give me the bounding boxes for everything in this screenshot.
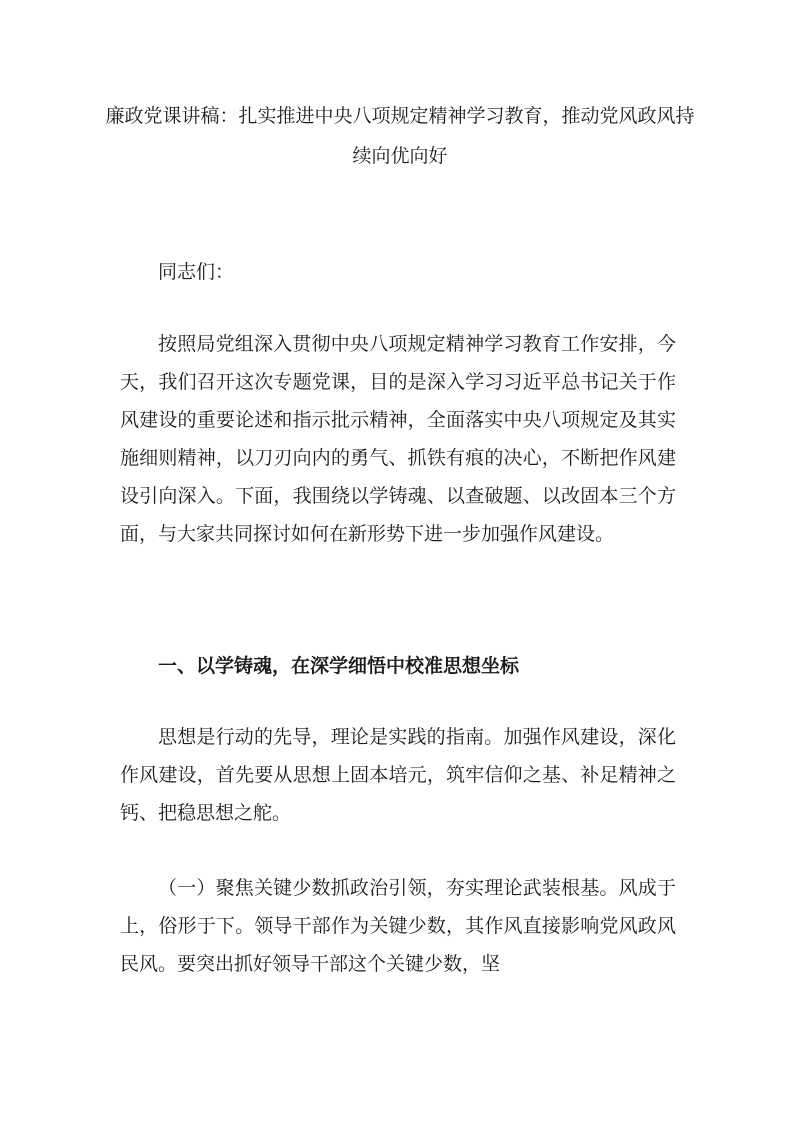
greeting: 同志们：: [158, 261, 235, 283]
paragraph-2: 思想是行动的先导，理论是实践的指南。加强作风建设，深化作风建设，首先要从思想上固本培元，筑牢信仰之基、补足精神之钙、把稳思想之舵。: [120, 726, 676, 824]
paragraph-3: （一）聚焦关键少数抓政治引领，夯实理论武装根基。风成于上，俗形于下。领导干部作为关键少数，其作风直接影响党风政风民风。要突出抓好领导干部这个关键少数，坚: [120, 877, 676, 975]
paragraph-1: 按照局党组深入贯彻中央八项规定精神学习教育工作安排，今天，我们召开这次专题党课，目的是深入学习习近平总书记关于作风建设的重要论述和指示批示精神，全面落实中央八项规定及其实施细则精神，以刀刃向内的勇气、抓铁有痕的决心，不断把作风建设引向深入。下面，我围绕以学铸魂、以查破题、以改固本三个方面，与大家共同探讨如何在新形势下进一步加强作风建设。: [120, 333, 676, 545]
section-heading-1: 一、以学铸魂，在深学细悟中校准思想坐标: [158, 655, 520, 677]
document-title: 廉政党课讲稿：扎实推进中央八项规定精神学习教育，推动党风政风持续向优向好: [105, 105, 695, 167]
